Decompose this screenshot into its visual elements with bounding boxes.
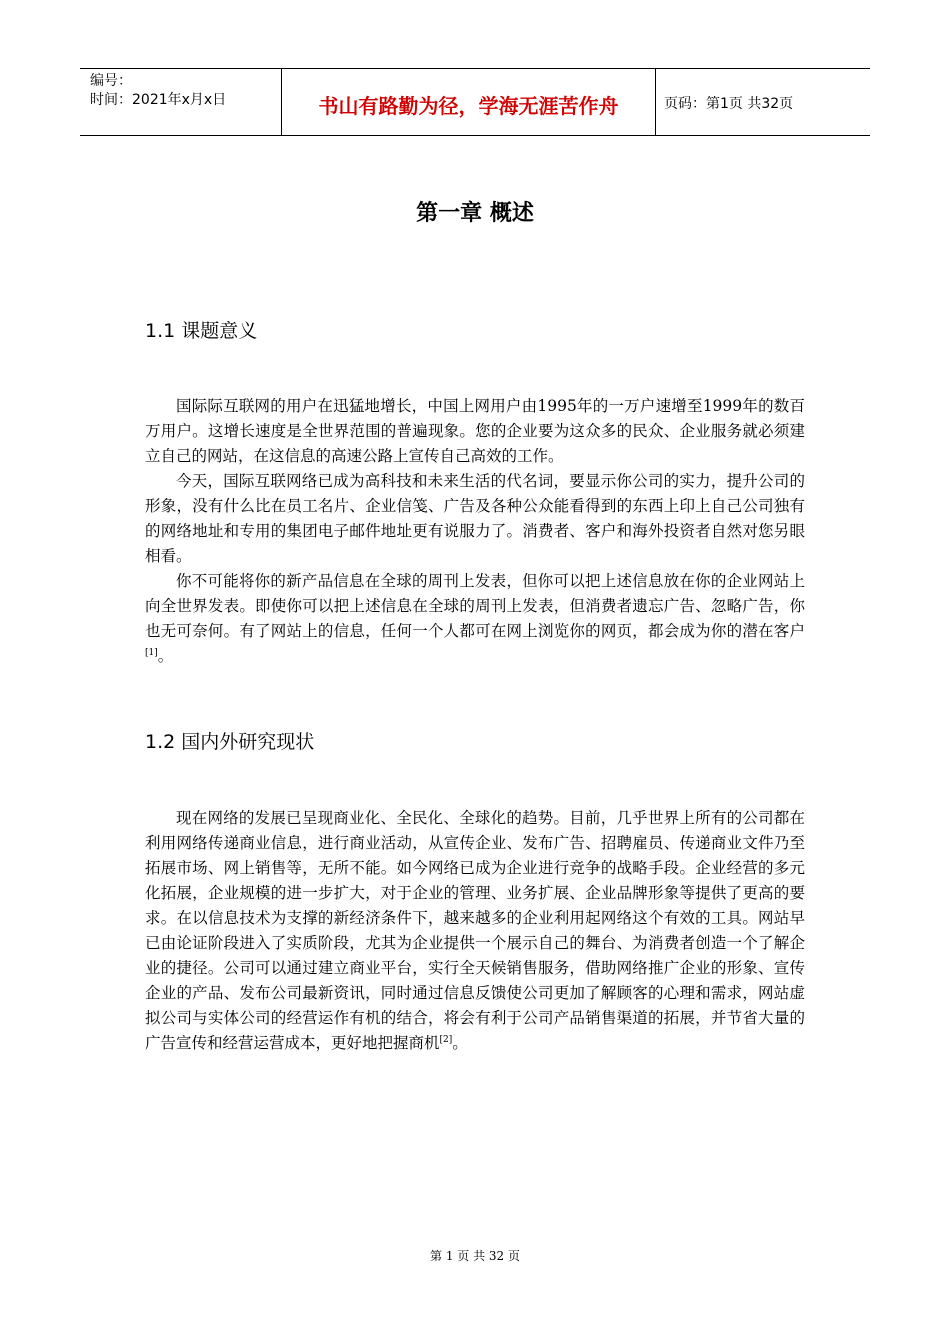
citation-ref: [2] <box>439 1035 453 1045</box>
header-page-info: 页码：第1页 共32页 <box>664 96 794 112</box>
paragraph <box>145 806 805 1056</box>
paragraph: 今天，国际互联网络已成为高科技和未来生活的代名词，要显示你公司的实力，提升公司的形象，没有什么比在员工名片、企业信笺、广告及各种公众能看得到的东西上印上自己公司独有的网络地址和专用的集团电子邮件地址更有说服力了。消费者、客户和海外投资者自然对您另眼相看。 <box>145 472 805 565</box>
document-time-label: 时间：2021年x月x日 <box>90 92 227 108</box>
paragraph-tail: 。 <box>157 647 174 665</box>
section-title-1-2: 1.2 国内外研究现状 <box>145 731 315 753</box>
section-1-2-body <box>145 806 805 1056</box>
document-number-label: 编号： <box>90 73 132 89</box>
paragraph <box>145 569 805 669</box>
page-header <box>80 68 870 136</box>
header-meta <box>80 69 281 135</box>
citation-ref: [1] <box>145 648 158 658</box>
section-title-1-1: 1.1 课题意义 <box>145 320 258 342</box>
paragraph-text: 现在网络的发展已呈现商业化、全民化、全球化的趋势。目前，几乎世界上所有的公司都在利用网络传递商业信息，进行商业活动，从宣传企业、发布广告、招聘雇员、传递商业文件乃至拓展市场、网上销售等，无所不能。如今网络已成为企业进行竞争的战略手段。企业经营的多元化拓展，企业规模的进一步扩大，对于企业的管理、业务扩展、企业品牌形象等提供了更高的要求。在以信息技术为支撑的新经济条件下，越来越多的企业利用起网络这个有效的工具。网站早已由论证阶段进入了实质阶段，尤其为企业提供一个展示自己的舞台、为消费者创造一个了解企业的捷径。公司可以通过建立商业平台，实行全天候销售服务，借助网络推广企业的形象、宣传企业的产品、发布公司最新资讯，同时通过信息反馈使公司更加了解顾客的心理和需求，网站虚拟公司与实体公司的经营运作有机的结合，将会有利于公司产品销售渠道的拓展，并节省大量的广告宣传和经营运营成本，更好地把握商机 <box>145 809 805 1052</box>
paragraph-text: 你不可能将你的新产品信息在全球的周刊上发表，但你可以把上述信息放在你的企业网站上向全世界发表。即使你可以把上述信息在全球的周刊上发表，但消费者遗忘广告、忽略广告，你也无可奈何。有了网站上的信息，任何一个人都可在网上浏览你的网页，都会成为你的潜在客户 <box>145 572 805 640</box>
page-footer: 第 1 页 共 32 页 <box>430 1249 520 1263</box>
header-motto: 书山有路勤为径，学海无涯苦作舟 <box>281 69 656 135</box>
paragraph: 国际际互联网的用户在迅猛地增长，中国上网用户由1995年的一万户速增至1999年的数百万用户。这增长速度是全世界范围的普遍现象。您的企业要为这众多的民众、企业服务就必须建立自己的网站，在这信息的高速公路上宣传自己高效的工作。 <box>145 397 805 465</box>
chapter-title: 第一章 概述 <box>416 201 534 226</box>
paragraph-tail: 。 <box>452 1034 468 1052</box>
section-1-1-body <box>145 394 805 669</box>
